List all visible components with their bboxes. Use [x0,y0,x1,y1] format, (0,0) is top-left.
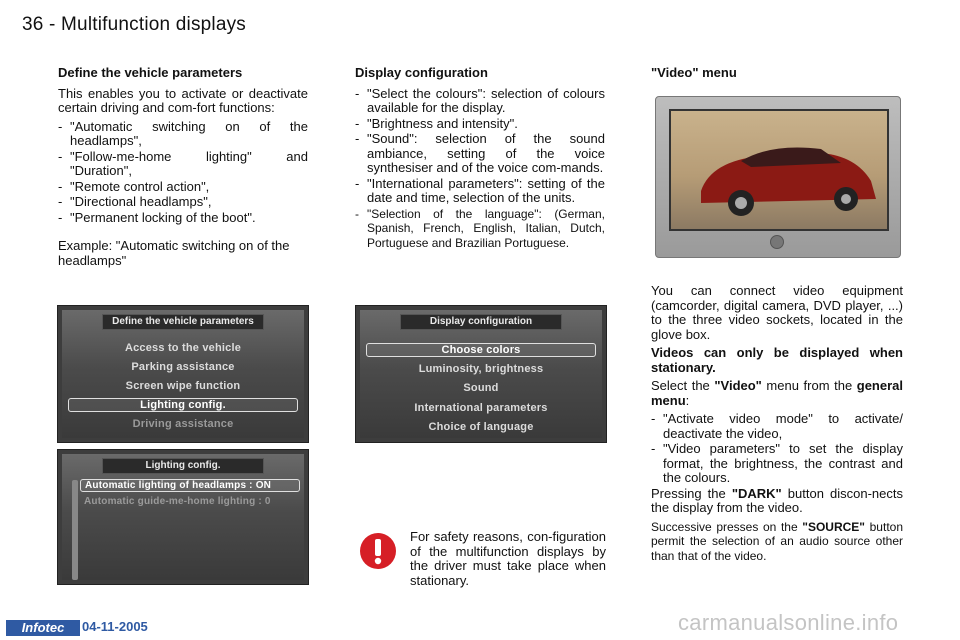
menu-item[interactable]: Access to the vehicle [124,342,242,354]
list-item: - "Sound": selection of the sound ambiance, setting of the voice synthesiser and of the voice com-mands. [355,132,605,176]
list-item: - "Follow-me-home lighting" and "Duration", [58,150,308,179]
list-item: - "Remote control action", [58,180,308,195]
menu-item-selected[interactable]: Automatic lighting of headlamps : ON [80,479,300,492]
menu-item[interactable]: Sound [463,382,499,394]
general-menu-keyword: general menu [651,378,903,408]
infotec-logo: Infotec [6,620,80,636]
section-heading: Define the vehicle parameters [58,65,243,80]
list-item: - "Brightness and intensity". [355,117,605,132]
source-button-text [651,520,903,564]
column-vehicle-parameters [58,66,308,272]
source-keyword: "SOURCE" [802,519,865,534]
screen-display-configuration [355,305,607,443]
text-fragment: Successive presses on the [651,519,803,534]
video-display-image [655,96,901,258]
page-title: 36 - Multifunction displays [22,14,247,35]
car-image [669,109,889,231]
screen-inner [62,454,304,580]
car-illustration [671,111,887,229]
scrollbar[interactable] [72,480,78,580]
video-options-list [651,412,903,486]
list-item: - "Video parameters" to set the display format, the brightness, the contrast and the colours. [651,442,903,486]
text-fragment: Pressing the [651,485,732,501]
menu-item[interactable]: Luminosity, brightness [418,363,544,375]
text-fragment: menu from the [761,378,857,393]
configuration-list [355,87,605,251]
knob-icon [770,235,784,249]
intro-text: This enables you to activate or deactivate certain driving and com-fort functions: [58,85,308,115]
list-item: - "Directional headlamps", [58,195,308,210]
video-select-text [651,379,903,408]
screen-inner [62,310,304,438]
list-item: - "Selection of the language": (German, Spanish, French, English, Italian, Dutch, Portuguese and Brazilian Portuguese. [355,207,605,251]
column-video-menu [651,66,903,87]
text-fragment: Select the [651,378,715,393]
watermark-site: carmanualsonline.info [678,610,899,635]
list-item: - "Automatic switching on of the headlamps", [58,120,308,149]
screen-lighting-config [57,449,309,585]
screen-vehicle-parameters [57,305,309,443]
screen-inner [360,310,602,438]
video-warning-text: Videos can only be displayed when stationary. [651,345,903,375]
video-menu-body [651,284,903,567]
video-keyword: "Video" [714,378,762,393]
screen-title: Define the vehicle parameters [102,314,264,330]
text-fragment: : [685,392,690,408]
menu-item[interactable]: Choice of language [428,421,534,433]
dark-button-text [651,487,903,516]
menu-item[interactable]: Screen wipe function [125,380,241,392]
list-item: - "Select the colours": selection of colours available for the display. [355,87,605,116]
section-heading: "Video" menu [651,65,737,80]
list-item: - "Permanent locking of the boot". [58,211,308,226]
menu-item[interactable]: International parameters [414,402,548,414]
text-fragment: button discon-nects the display from the video. [651,485,903,515]
screen-title: Lighting config. [102,458,264,474]
list-item: - "Activate video mode" to activate/ deactivate the video, [651,412,903,441]
section-heading: Display configuration [355,65,488,80]
warning-icon [359,532,397,570]
menu-item[interactable]: Automatic guide-me-home lighting : 0 [84,496,271,507]
menu-item-selected[interactable]: Lighting config. [68,398,298,412]
list-item: - "International parameters": setting of the date and time, selection of the units. [355,177,605,206]
dark-keyword: "DARK" [731,485,782,501]
text-fragment: button permit the selection of an audio source other than that of the video. [651,519,903,563]
footer-date: 04-11-2005 [82,619,148,634]
example-text: Example: "Automatic switching on of the headlamps" [58,238,290,268]
menu-item-selected[interactable]: Choose colors [366,343,596,357]
menu-item[interactable]: Driving assistance [132,418,234,430]
function-list [58,120,308,226]
video-intro-text: You can connect video equipment (camcorder, digital camera, DVD player, ...) to the three video sockets, located in the glove box. [651,283,903,342]
menu-item[interactable]: Parking assistance [131,361,235,373]
column-display-configuration [355,66,605,251]
safety-warning-text: For safety reasons, con-figuration of the multifunction displays by the driver must take place when stationary. [410,529,606,588]
screen-title: Display configuration [400,314,562,330]
